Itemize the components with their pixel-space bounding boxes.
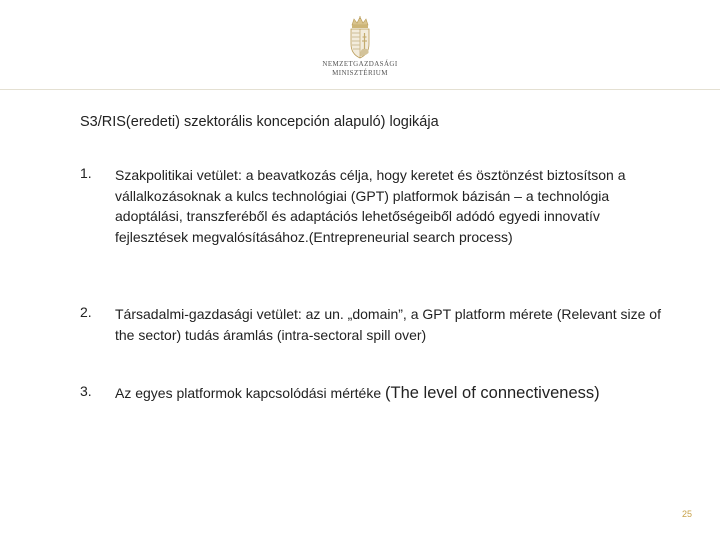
ministry-name-line-1: NEMZETGAZDASÁGI	[322, 60, 398, 68]
list-item-text-part: Az egyes platformok kapcsolódási mértéke	[115, 385, 386, 401]
ministry-name-line-2: MINISZTÉRIUM	[332, 69, 388, 77]
page-number: 25	[681, 509, 692, 519]
list-item-number: 2.	[80, 304, 92, 320]
list-item-text: Szakpolitikai vetület: a beavatkozás célja, hogy keretet és ösztönzést biztosítson a vállalkozásoknak a kulcs technológiai (GPT) platformok bázisán – a technológia adoptálási, transzferéből és adaptációs lehetőségeiből adódó egyedi innovatív fejlesztések megvalósításához.(Entrepreneurial search process)	[115, 167, 626, 245]
list-item-number: 3.	[80, 383, 92, 399]
list-item-number: 1.	[80, 165, 92, 181]
list-item-text-emphasis: (The level of connectiveness)	[385, 384, 600, 402]
list-item-text	[115, 383, 670, 404]
header-divider	[0, 89, 720, 90]
list-item-text: Társadalmi-gazdasági vetület: az un. „domain”, a GPT platform mérete (Relevant size of the sector) tudás áramlás (intra-sectoral spill over)	[115, 306, 661, 343]
hungarian-coat-of-arms-icon	[343, 16, 377, 60]
slide-title: S3/RIS(eredeti) szektorális koncepción alapuló) logikája	[80, 114, 439, 130]
